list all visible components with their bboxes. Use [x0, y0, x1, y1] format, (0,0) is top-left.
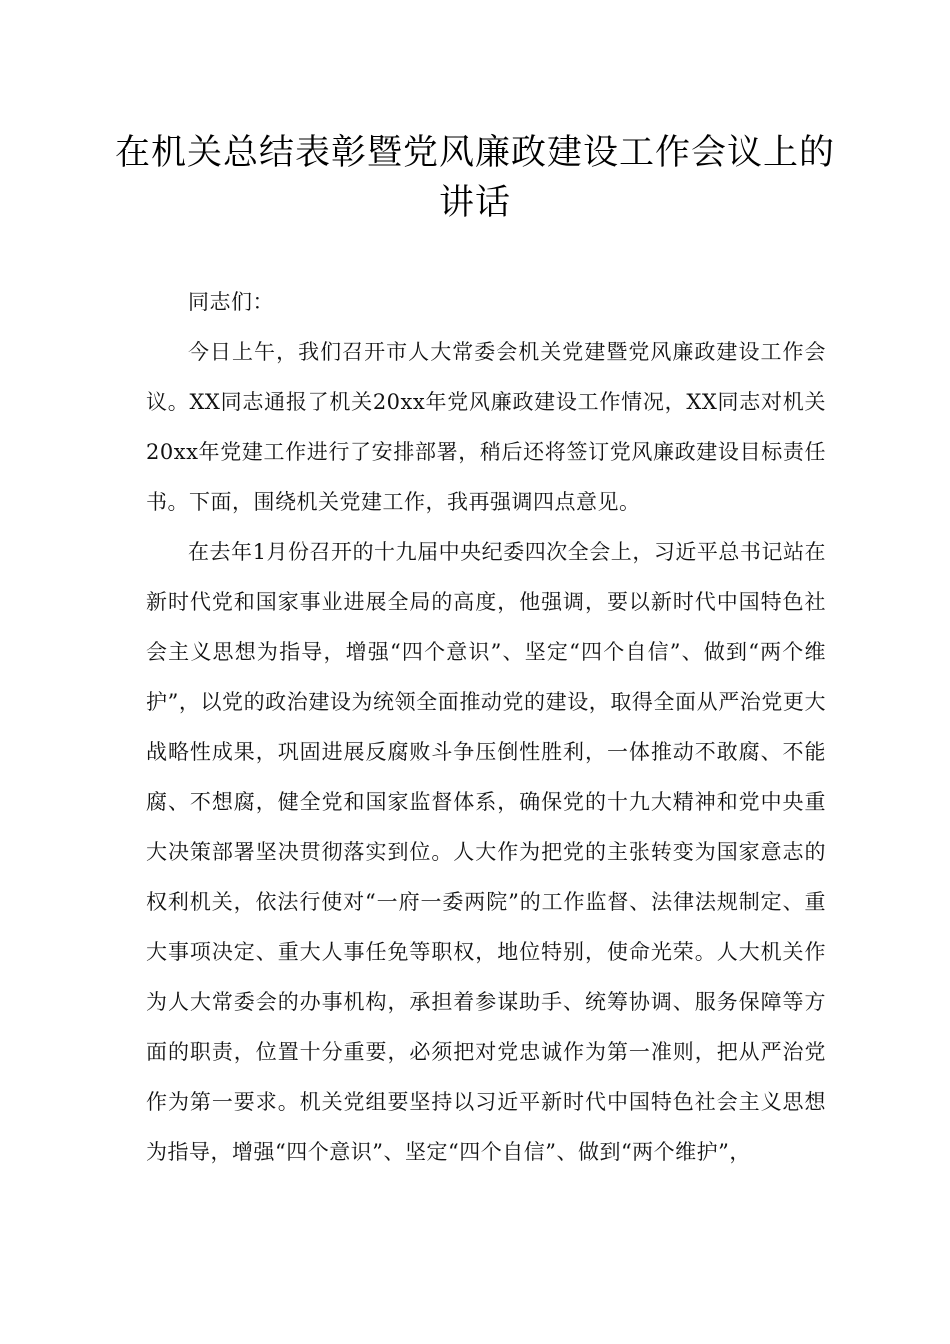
document-body — [146, 277, 826, 1177]
paragraph-1: 今日上午，我们召开市人大常委会机关党建暨党风廉政建设工作会议。XX同志通报了机关20xx年党风廉政建设工作情况，XX同志对机关20xx年党建工作进行了安排部署，稍后还将签订党风廉政建设目标责任书。下面，围绕机关党建工作，我再强调四点意见。 — [146, 340, 826, 514]
paragraph-2: 在去年1月份召开的十九届中央纪委四次全会上，习近平总书记站在新时代党和国家事业进展全局的高度，他强调，要以新时代中国特色社会主义思想为指导，增强“四个意识”、坚定“四个自信”、做到“两个维护”，以党的政治建设为统领全面推动党的建设，取得全面从严治党更大战略性成果，巩固进展反腐败斗争压倒性胜利，一体推动不敢腐、不能腐、不想腐，健全党和国家监督体系，确保党的十九大精神和党中央重大决策部署坚决贯彻落实到位。人大作为把党的主张转变为国家意志的权利机关，依法行使对“一府一委两院”的工作监督、法律法规制定、重大事项决定、重大人事任免等职权，地位特别，使命光荣。人大机关作为人大常委会的办事机构，承担着参谋助手、统筹协调、服务保障等方面的职责，位置十分重要，必须把对党忠诚作为第一准则，把从严治党作为第一要求。机关党组要坚持以习近平新时代中国特色社会主义思想为指导，增强“四个意识”、坚定“四个自信”、做到“两个维护”， — [146, 540, 826, 1164]
greeting-line: 同志们： — [188, 290, 274, 314]
document-title: 在机关总结表彰暨党风廉政建设工作会议上的讲话 — [114, 133, 835, 223]
